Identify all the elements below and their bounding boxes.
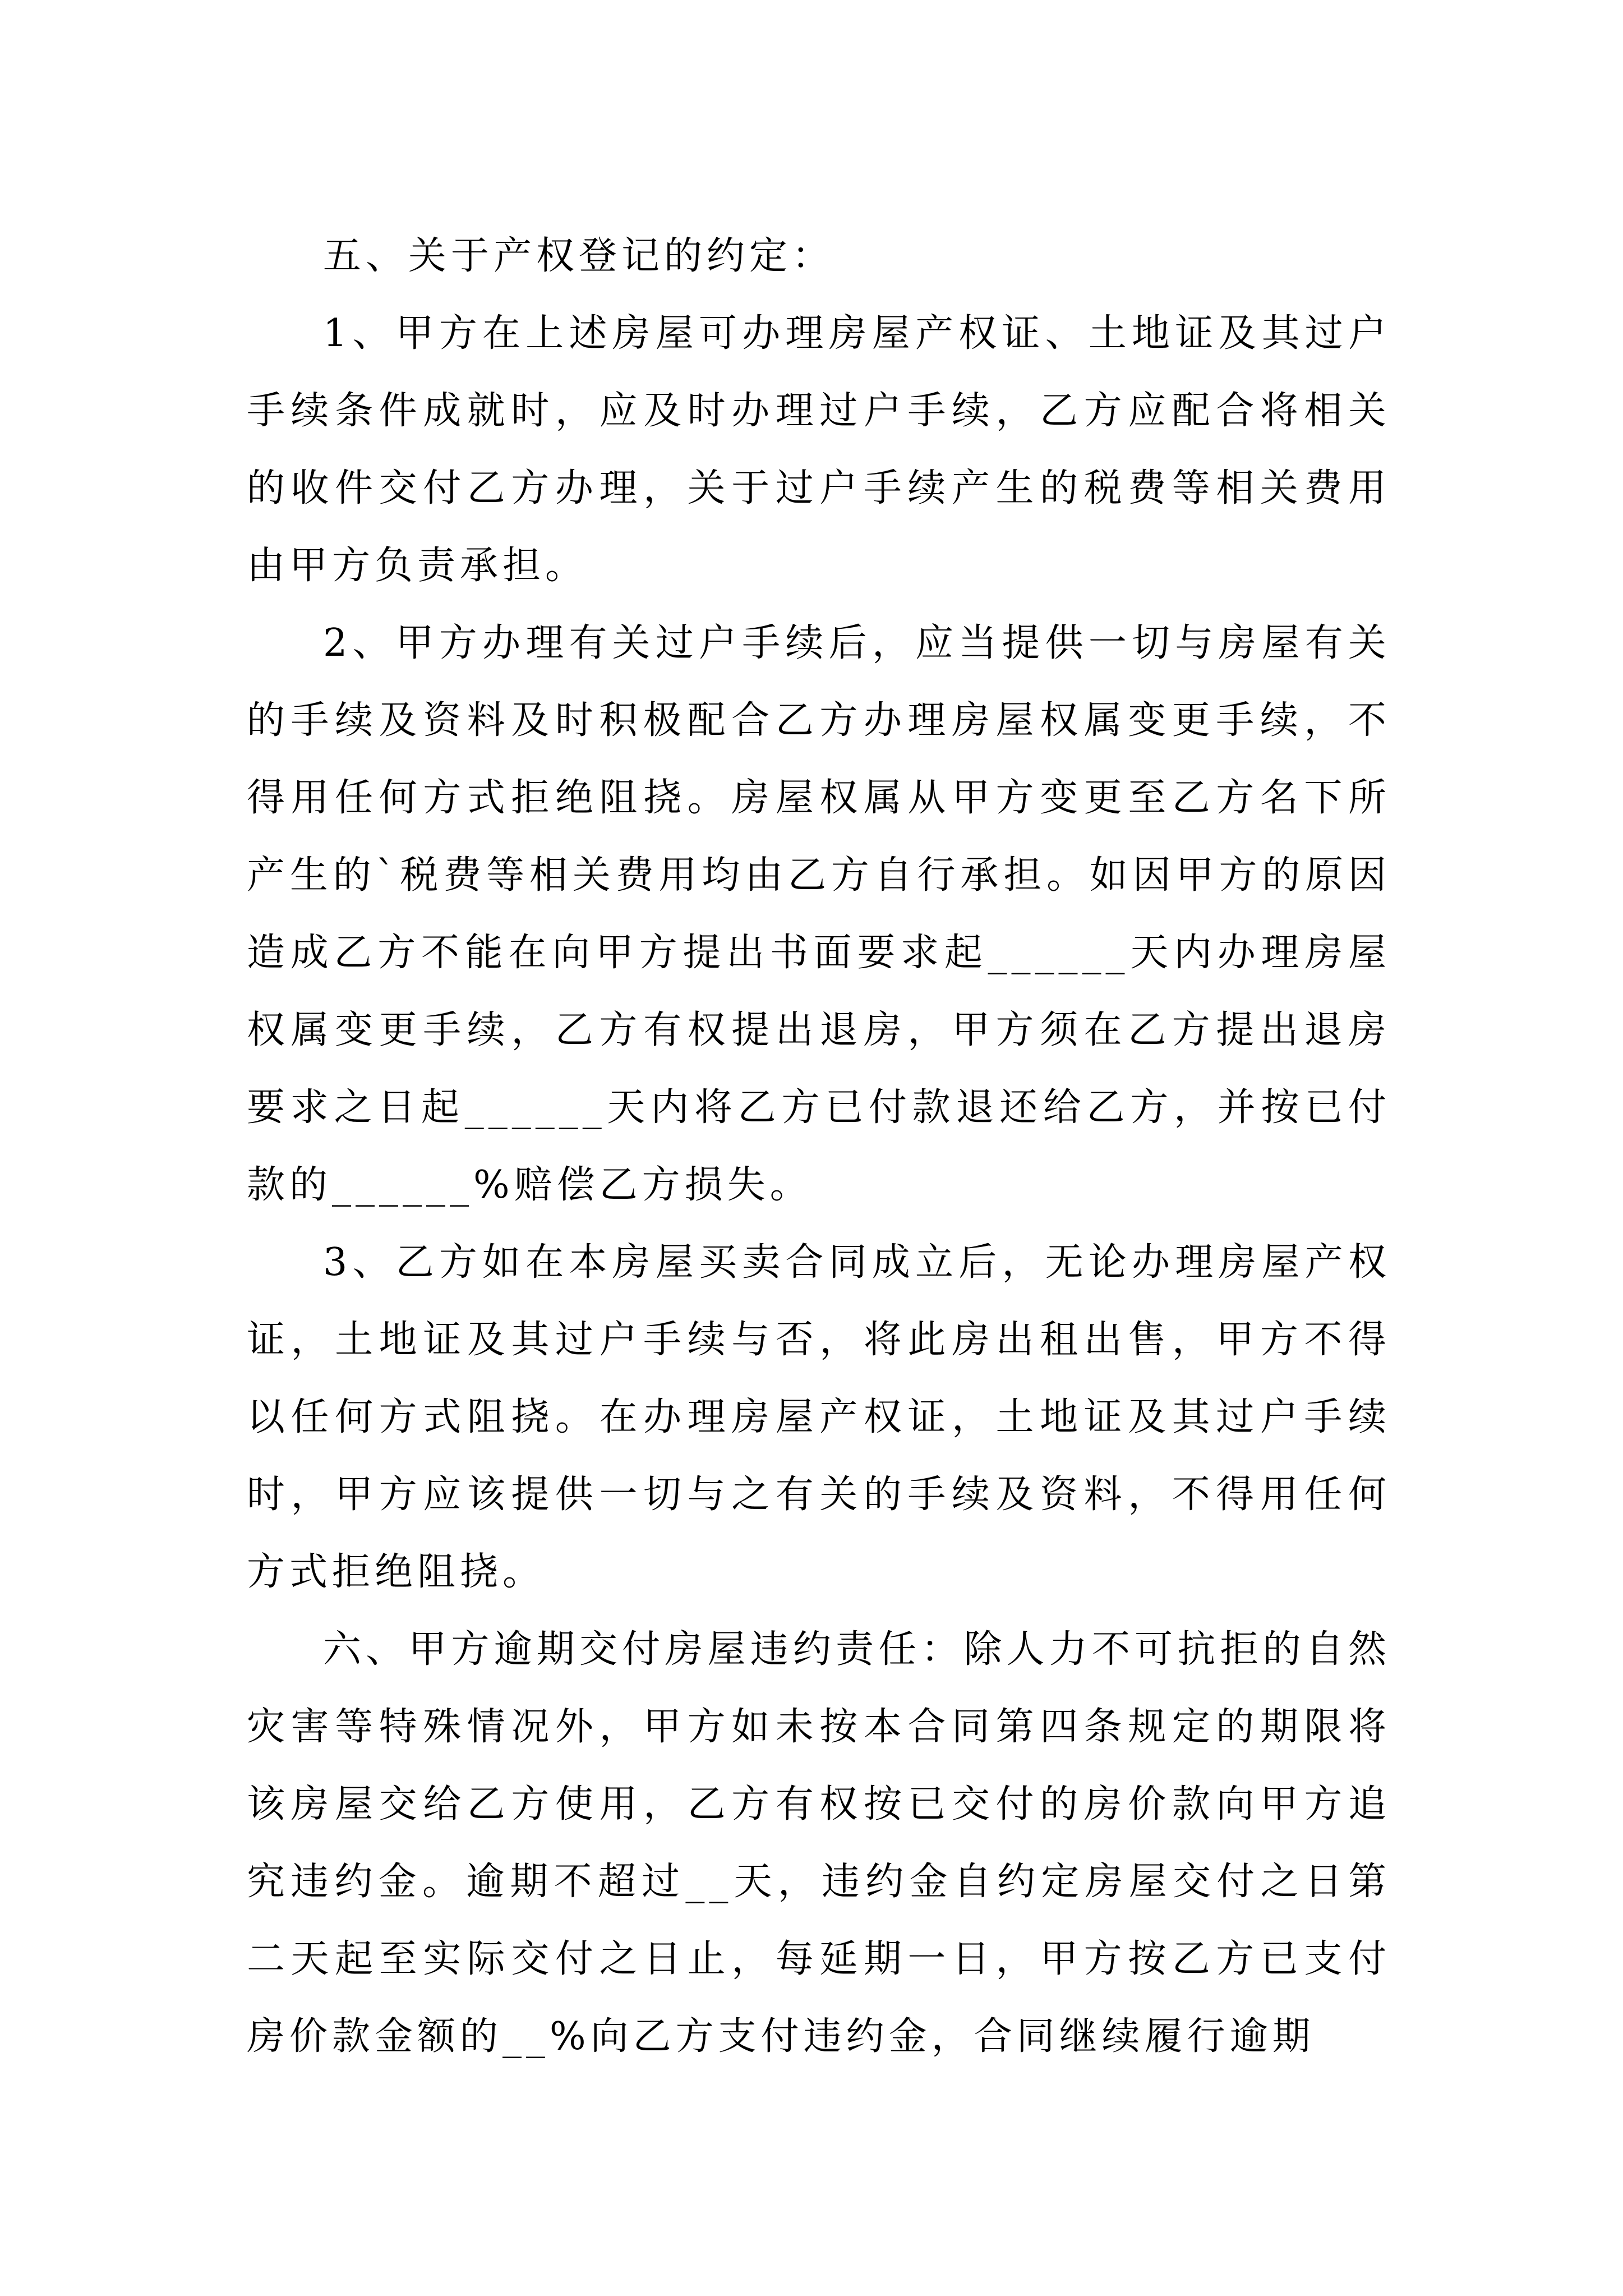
section-heading-late-delivery-liability: 六、甲方逾期交付房屋违约责任：除人力不可抗拒的自然灾害等特殊情况外，甲方如未按本合同第四条规定的期限将该房屋交给乙方使用，乙方有权按已交付的房价款向甲方追究违约金。逾期不超过__天，违约金自约定房屋交付之日第二天起至实际交付之日止，每延期一日，甲方按乙方已支付房价款金额的__%向乙方支付违约金，合同继续履行逾期	[247, 1627, 1391, 2059]
clause-2-ownership-change: 2、甲方办理有关过户手续后，应当提供一切与房屋有关的手续及资料及时积极配合乙方办理房屋权属变更手续，不得用任何方式拒绝阻挠。房屋权属从甲方变更至乙方名下所产生的`税费等相关费用均由乙方自行承担。如因甲方的原因造成乙方不能在向甲方提出书面要求起______天内办理房屋权属变更手续，乙方有权提出退房，甲方须在乙方提出退房要求之日起______天内将乙方已付款退还给乙方，并按已付款的______%赔偿乙方损失。	[247, 621, 1391, 1207]
clause-1-transfer-procedures: 1、甲方在上述房屋可办理房屋产权证、土地证及其过户手续条件成就时，应及时办理过户手续，乙方应配合将相关的收件交付乙方办理，关于过户手续产生的税费等相关费用由甲方负责承担。	[247, 311, 1391, 588]
section-heading-property-registration: 五、关于产权登记的约定：	[323, 234, 835, 278]
clause-3-rent-or-sale: 3、乙方如在本房屋买卖合同成立后，无论办理房屋产权证，土地证及其过户手续与否，将此房出租出售，甲方不得以任何方式阻挠。在办理房屋产权证，土地证及其过户手续时，甲方应该提供一切与之有关的手续及资料，不得用任何方式拒绝阻挠。	[247, 1240, 1391, 1594]
document-body	[247, 218, 1391, 2076]
